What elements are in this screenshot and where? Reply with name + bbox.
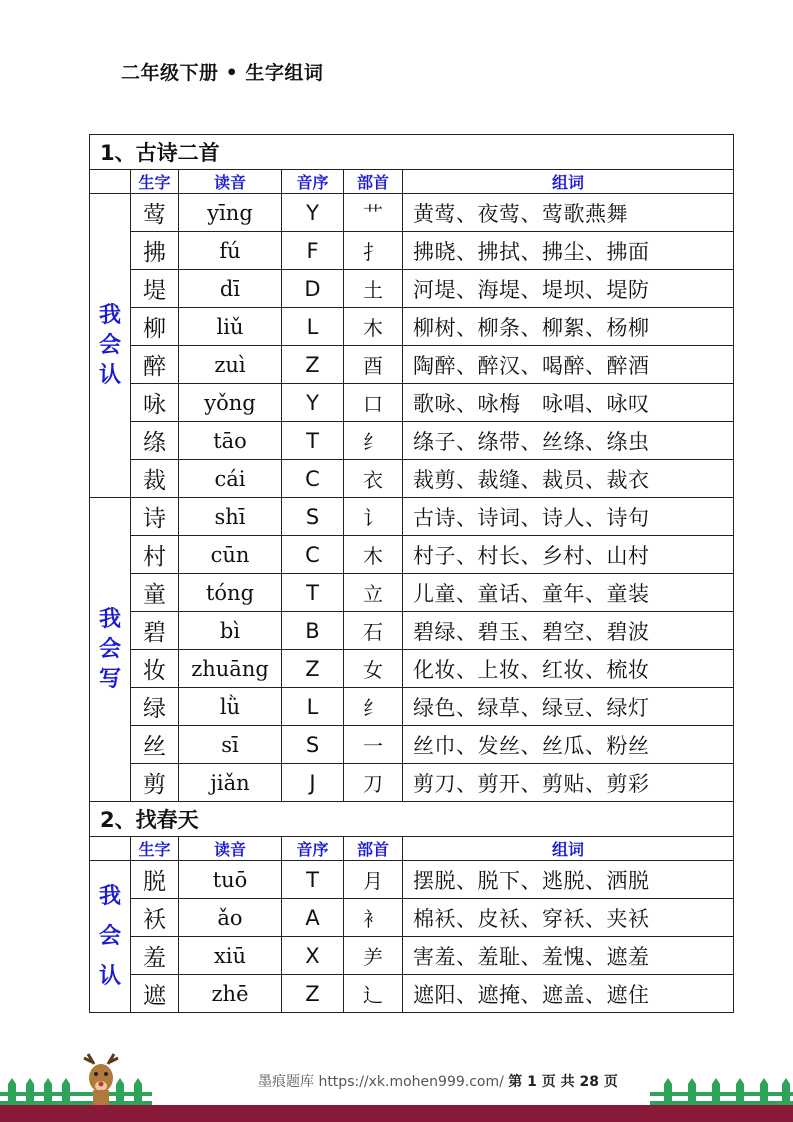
letter-cell: L (282, 688, 344, 726)
header-blank-cell (90, 837, 131, 861)
group-label-char: 写 (98, 666, 121, 692)
radical-cell: 一 (344, 726, 403, 764)
pinyin-cell: yīng (179, 194, 282, 232)
table-row (90, 194, 734, 232)
header-words: 组词 (403, 837, 734, 861)
radical-cell: 刀 (344, 764, 403, 802)
pinyin-cell: zhē (179, 975, 282, 1013)
letter-cell: C (282, 536, 344, 574)
footer (258, 1071, 618, 1091)
pinyin-cell: cūn (179, 536, 282, 574)
group-label-char: 会 (98, 636, 121, 662)
char-cell: 童 (131, 574, 179, 612)
words-cell: 绿色、绿草、绿豆、绿灯 (403, 688, 734, 726)
words-cell: 遮阳、遮掩、遮盖、遮住 (403, 975, 734, 1013)
pinyin-cell: lǜ (179, 688, 282, 726)
section-title-row (90, 135, 734, 170)
pinyin-cell: cái (179, 460, 282, 498)
words-cell: 剪刀、剪开、剪贴、剪彩 (403, 764, 734, 802)
pinyin-cell: jiǎn (179, 764, 282, 802)
char-cell: 剪 (131, 764, 179, 802)
letter-cell: B (282, 612, 344, 650)
bottom-band (0, 1105, 793, 1122)
table-row (90, 688, 734, 726)
letter-cell: Z (282, 975, 344, 1013)
pinyin-cell: sī (179, 726, 282, 764)
words-cell: 害羞、羞耻、羞愧、遮羞 (403, 937, 734, 975)
radical-cell: 石 (344, 612, 403, 650)
radical-cell: 立 (344, 574, 403, 612)
char-cell: 羞 (131, 937, 179, 975)
pinyin-cell: bì (179, 612, 282, 650)
radical-cell: 纟 (344, 688, 403, 726)
table-row (90, 975, 734, 1013)
words-cell: 柳树、柳条、柳絮、杨柳 (403, 308, 734, 346)
header-char: 生字 (131, 170, 179, 194)
words-cell: 碧绿、碧玉、碧空、碧波 (403, 612, 734, 650)
words-cell: 古诗、诗词、诗人、诗句 (403, 498, 734, 536)
char-cell: 堤 (131, 270, 179, 308)
pinyin-cell: xiū (179, 937, 282, 975)
letter-cell: J (282, 764, 344, 802)
header-pinyin: 读音 (179, 170, 282, 194)
letter-cell: X (282, 937, 344, 975)
table-row (90, 270, 734, 308)
char-cell: 醉 (131, 346, 179, 384)
header-blank-cell (90, 170, 131, 194)
words-cell: 丝巾、发丝、丝瓜、粉丝 (403, 726, 734, 764)
section-title: 2、找春天 (90, 802, 734, 837)
letter-cell: L (282, 308, 344, 346)
page-title: 二年级下册 • 生字组词 (121, 62, 324, 84)
column-header-row (90, 170, 734, 194)
letter-cell: A (282, 899, 344, 937)
words-cell: 陶醉、醉汉、喝醉、醉酒 (403, 346, 734, 384)
pinyin-cell: tāo (179, 422, 282, 460)
letter-cell: Y (282, 194, 344, 232)
radical-cell: 木 (344, 536, 403, 574)
pinyin-cell: yǒng (179, 384, 282, 422)
table-row (90, 536, 734, 574)
radical-cell: 木 (344, 308, 403, 346)
words-cell: 绦子、绦带、丝绦、绦虫 (403, 422, 734, 460)
letter-cell: C (282, 460, 344, 498)
radical-cell: 辶 (344, 975, 403, 1013)
header-words: 组词 (403, 170, 734, 194)
table-row (90, 612, 734, 650)
table-row (90, 764, 734, 802)
pinyin-cell: liǔ (179, 308, 282, 346)
section-title: 1、古诗二首 (90, 135, 734, 170)
header-radical: 部首 (344, 170, 403, 194)
char-cell: 遮 (131, 975, 179, 1013)
words-cell: 摆脱、脱下、逃脱、洒脱 (403, 861, 734, 899)
vocab-table (89, 134, 734, 1013)
table-row (90, 308, 734, 346)
char-cell: 莺 (131, 194, 179, 232)
words-cell: 河堤、海堤、堤坝、堤防 (403, 270, 734, 308)
radical-cell: 纟 (344, 422, 403, 460)
words-cell: 拂晓、拂拭、拂尘、拂面 (403, 232, 734, 270)
letter-cell: S (282, 498, 344, 536)
pinyin-cell: tóng (179, 574, 282, 612)
section-title-row (90, 802, 734, 837)
char-cell: 诗 (131, 498, 179, 536)
pinyin-cell: dī (179, 270, 282, 308)
group-label (90, 861, 131, 1013)
table-row (90, 937, 734, 975)
letter-cell: Z (282, 346, 344, 384)
char-cell: 裁 (131, 460, 179, 498)
words-cell: 化妆、上妆、红妆、梳妆 (403, 650, 734, 688)
letter-cell: F (282, 232, 344, 270)
radical-cell: 艹 (344, 194, 403, 232)
column-header-row (90, 837, 734, 861)
table-row (90, 346, 734, 384)
words-cell: 儿童、童话、童年、童装 (403, 574, 734, 612)
char-cell: 拂 (131, 232, 179, 270)
header-radical: 部首 (344, 837, 403, 861)
radical-cell: 衤 (344, 899, 403, 937)
table-row (90, 384, 734, 422)
header-letter: 音序 (282, 837, 344, 861)
group-label-char: 会 (98, 332, 121, 358)
header-char: 生字 (131, 837, 179, 861)
header-letter: 音序 (282, 170, 344, 194)
words-cell: 裁剪、裁缝、裁员、裁衣 (403, 460, 734, 498)
words-cell: 村子、村长、乡村、山村 (403, 536, 734, 574)
radical-cell: 土 (344, 270, 403, 308)
pinyin-cell: tuō (179, 861, 282, 899)
group-label-char: 我 (98, 883, 121, 909)
letter-cell: S (282, 726, 344, 764)
group-label-char: 认 (98, 362, 121, 388)
radical-cell: 酉 (344, 346, 403, 384)
words-cell: 黄莺、夜莺、莺歌燕舞 (403, 194, 734, 232)
pinyin-cell: zhuāng (179, 650, 282, 688)
group-label-char: 我 (98, 606, 121, 632)
radical-cell: 讠 (344, 498, 403, 536)
radical-cell: 月 (344, 861, 403, 899)
table-row (90, 498, 734, 536)
table-row (90, 460, 734, 498)
char-cell: 妆 (131, 650, 179, 688)
letter-cell: T (282, 422, 344, 460)
group-label (90, 194, 131, 498)
table-row (90, 899, 734, 937)
header-pinyin: 读音 (179, 837, 282, 861)
group-label-char: 会 (98, 923, 121, 949)
words-cell: 歌咏、咏梅 咏唱、咏叹 (403, 384, 734, 422)
radical-cell: 扌 (344, 232, 403, 270)
radical-cell: 口 (344, 384, 403, 422)
char-cell: 绿 (131, 688, 179, 726)
table-row (90, 574, 734, 612)
table-row (90, 650, 734, 688)
pinyin-cell: ǎo (179, 899, 282, 937)
radical-cell: ⺶ (344, 937, 403, 975)
deer-icon (74, 1050, 128, 1106)
letter-cell: D (282, 270, 344, 308)
group-label (90, 498, 131, 802)
group-label-char: 认 (98, 963, 121, 989)
char-cell: 脱 (131, 861, 179, 899)
char-cell: 碧 (131, 612, 179, 650)
char-cell: 袄 (131, 899, 179, 937)
letter-cell: Y (282, 384, 344, 422)
footer-site[interactable]: 墨痕题库 https://xk.mohen999.com/ (258, 1074, 504, 1090)
radical-cell: 女 (344, 650, 403, 688)
char-cell: 绦 (131, 422, 179, 460)
char-cell: 村 (131, 536, 179, 574)
letter-cell: Z (282, 650, 344, 688)
letter-cell: T (282, 574, 344, 612)
footer-page-number: 第 1 页 共 28 页 (508, 1074, 618, 1090)
pinyin-cell: shī (179, 498, 282, 536)
words-cell: 棉袄、皮袄、穿袄、夹袄 (403, 899, 734, 937)
pinyin-cell: zuì (179, 346, 282, 384)
table-row (90, 861, 734, 899)
radical-cell: 衣 (344, 460, 403, 498)
char-cell: 柳 (131, 308, 179, 346)
table-row (90, 726, 734, 764)
group-label-char: 我 (98, 302, 121, 328)
char-cell: 咏 (131, 384, 179, 422)
letter-cell: T (282, 861, 344, 899)
table-row (90, 422, 734, 460)
fence-right-decoration (650, 1076, 793, 1108)
pinyin-cell: fú (179, 232, 282, 270)
table-row (90, 232, 734, 270)
char-cell: 丝 (131, 726, 179, 764)
